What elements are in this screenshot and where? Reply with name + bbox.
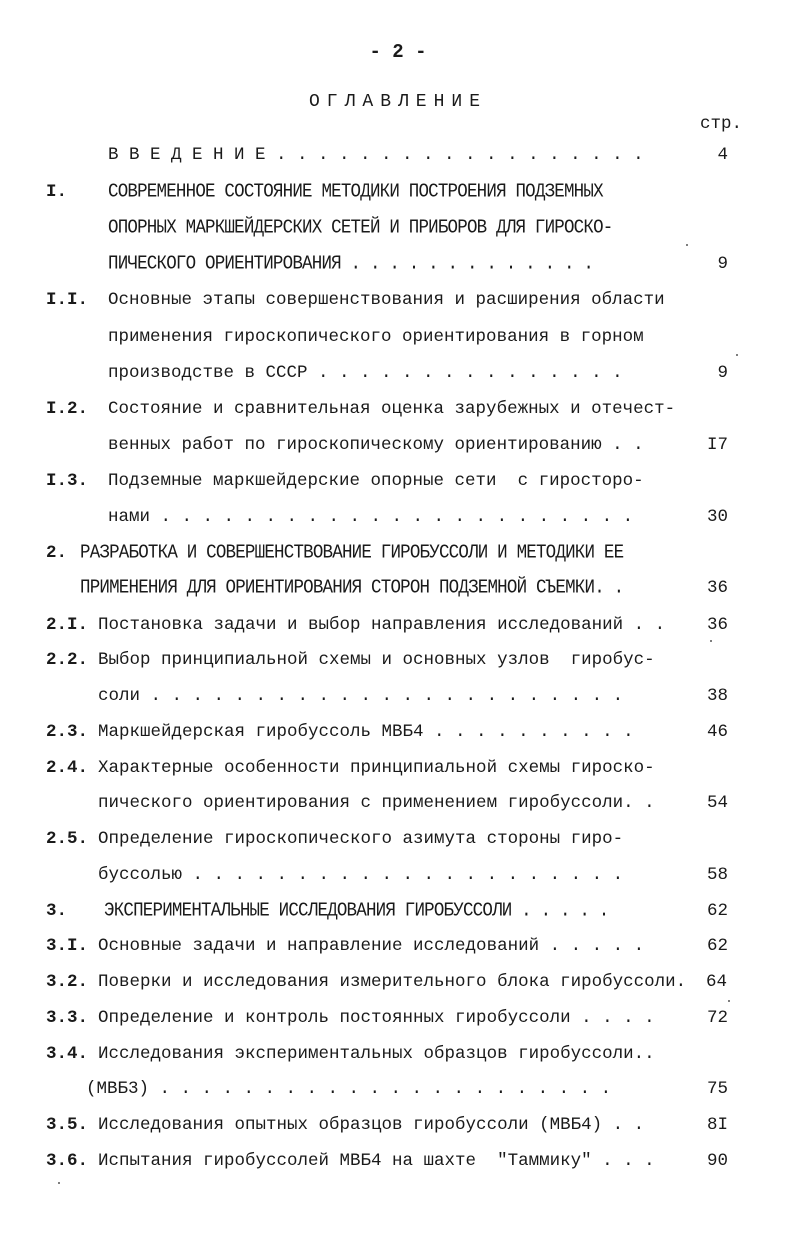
toc-entry-number: 3.	[46, 901, 68, 921]
toc-entry-line: Поверки и исследования измерительного блока гиробуссоли.	[98, 972, 687, 992]
toc-entry-number: 2.I.	[46, 615, 89, 635]
toc-entry-line: венных работ по гироскопическому ориентированию . .	[108, 435, 644, 455]
toc-entry-line: ЭКСПЕРИМЕНТАЛЬНЫЕ ИССЛЕДОВАНИЯ ГИРОБУССОЛИ . . . . .	[104, 899, 609, 923]
toc-entry-line: ПРИМЕНЕНИЯ ДЛЯ ОРИЕНТИРОВАНИЯ СТОРОН ПОДЗЕМНОЙ СЪЕМКИ. .	[80, 576, 624, 600]
toc-entry-line: буссолью . . . . . . . . . . . . . . . . . . . . .	[98, 865, 624, 885]
toc-entry-line: ПИЧЕСКОГО ОРИЕНТИРОВАНИЯ . . . . . . . . . . . . .	[108, 252, 594, 276]
toc-entry-number: 2.4.	[46, 758, 89, 778]
toc-entry-line: применения гироскопического ориентирования в горном	[108, 327, 644, 347]
toc-entry-line: соли . . . . . . . . . . . . . . . . . . . . . . .	[98, 686, 624, 706]
scan-speck	[736, 354, 738, 356]
toc-page-number: 9	[717, 254, 728, 274]
toc-entry-line: (МВБ3) . . . . . . . . . . . . . . . . . . . . . .	[86, 1079, 612, 1099]
toc-page-number: 58	[706, 865, 728, 885]
toc-title: ОГЛАВЛЕНИЕ	[308, 92, 488, 112]
toc-entry-number: 2.5.	[46, 829, 89, 849]
toc-entry-number: 3.5.	[46, 1115, 89, 1135]
toc-page-number: 38	[706, 686, 728, 706]
toc-page-number: 72	[706, 1008, 728, 1028]
toc-entry-number: 3.3.	[46, 1008, 89, 1028]
toc-page-number: 75	[706, 1079, 728, 1099]
toc-page-number: 8I	[706, 1115, 728, 1135]
toc-entry-line: Основные этапы совершенствования и расширения области	[108, 290, 665, 310]
toc-entry-number: 3.I.	[46, 936, 89, 956]
toc-entry-line: Постановка задачи и выбор направления исследований . .	[98, 615, 666, 635]
toc-entry-line: Определение гироскопического азимута стороны гиро-	[98, 829, 624, 849]
toc-entry-line: производстве в СССР . . . . . . . . . . . . . . .	[108, 363, 623, 383]
toc-entry-number: I.	[46, 182, 68, 202]
toc-page-number: 90	[706, 1151, 728, 1171]
toc-page-number: 30	[706, 507, 728, 527]
toc-entry-number: 2.2.	[46, 650, 89, 670]
scan-speck	[686, 244, 688, 246]
toc-page-number: 64	[706, 972, 728, 992]
scan-speck	[58, 1182, 60, 1184]
toc-entry-line: Характерные особенности принципиальной схемы гироско-	[98, 758, 655, 778]
toc-entry-number: 3.4.	[46, 1044, 89, 1064]
toc-entry-line: ОПОРНЫХ МАРКШЕЙДЕРСКИХ СЕТЕЙ И ПРИБОРОВ ДЛЯ ГИРОСКО-	[108, 216, 613, 240]
toc-page-number: 46	[706, 722, 728, 742]
toc-page-number: 9	[717, 363, 728, 383]
toc-page-number: 62	[706, 901, 728, 921]
toc-entry-number: 2.3.	[46, 722, 89, 742]
toc-entry-number: I.2.	[46, 399, 89, 419]
toc-page-number: 4	[717, 145, 728, 165]
toc-entry-line: Маркшейдерская гиробуссоль МВБ4 . . . . . . . . . .	[98, 722, 634, 742]
toc-entry-line: Исследования экспериментальных образцов гиробуссоли..	[98, 1044, 655, 1064]
toc-entry-number: 3.2.	[46, 972, 89, 992]
toc-entry-line: Выбор принципиальной схемы и основных узлов гиробус-	[98, 650, 655, 670]
toc-entry-line: Основные задачи и направление исследований . . . . .	[98, 936, 645, 956]
toc-entry-line: Исследования опытных образцов гиробуссоли (МВБ4) . .	[98, 1115, 645, 1135]
toc-entry-line: Подземные маркшейдерские опорные сети с гиросторо-	[108, 471, 644, 491]
toc-entry-number: I.I.	[46, 290, 89, 310]
toc-page-number: 54	[706, 793, 728, 813]
toc-entry-line: пического ориентирования с применением гиробуссоли. .	[98, 793, 655, 813]
toc-entry-number: 3.6.	[46, 1151, 89, 1171]
toc-entry-line: Испытания гиробуссолей МВБ4 на шахте "Таммику" . . .	[98, 1151, 655, 1171]
toc-entry-line: Определение и контроль постоянных гиробуссоли . . . .	[98, 1008, 655, 1028]
scan-speck	[710, 640, 712, 642]
toc-page-number: I7	[706, 435, 728, 455]
toc-entry-number: 2.	[46, 543, 68, 563]
toc-entry-number: I.3.	[46, 471, 89, 491]
toc-entry-line: Состояние и сравнительная оценка зарубежных и отечест-	[108, 399, 676, 419]
toc-page-number: 62	[706, 936, 728, 956]
page-column-label: стр.	[700, 114, 743, 134]
scan-speck	[728, 1000, 730, 1002]
toc-page-number: 36	[706, 615, 728, 635]
toc-page-number: 36	[706, 578, 728, 598]
toc-entry-introduction: В В Е Д Е Н И Е . . . . . . . . . . . . . . . . . .	[108, 145, 644, 165]
page-number: - 2 -	[369, 41, 427, 63]
toc-entry-line: нами . . . . . . . . . . . . . . . . . . . . . . .	[108, 507, 634, 527]
toc-entry-line: РАЗРАБОТКА И СОВЕРШЕНСТВОВАНИЕ ГИРОБУССОЛИ И МЕТОДИКИ ЕЕ	[80, 541, 624, 565]
toc-entry-line: СОВРЕМЕННОЕ СОСТОЯНИЕ МЕТОДИКИ ПОСТРОЕНИЯ ПОДЗЕМНЫХ	[108, 180, 603, 204]
